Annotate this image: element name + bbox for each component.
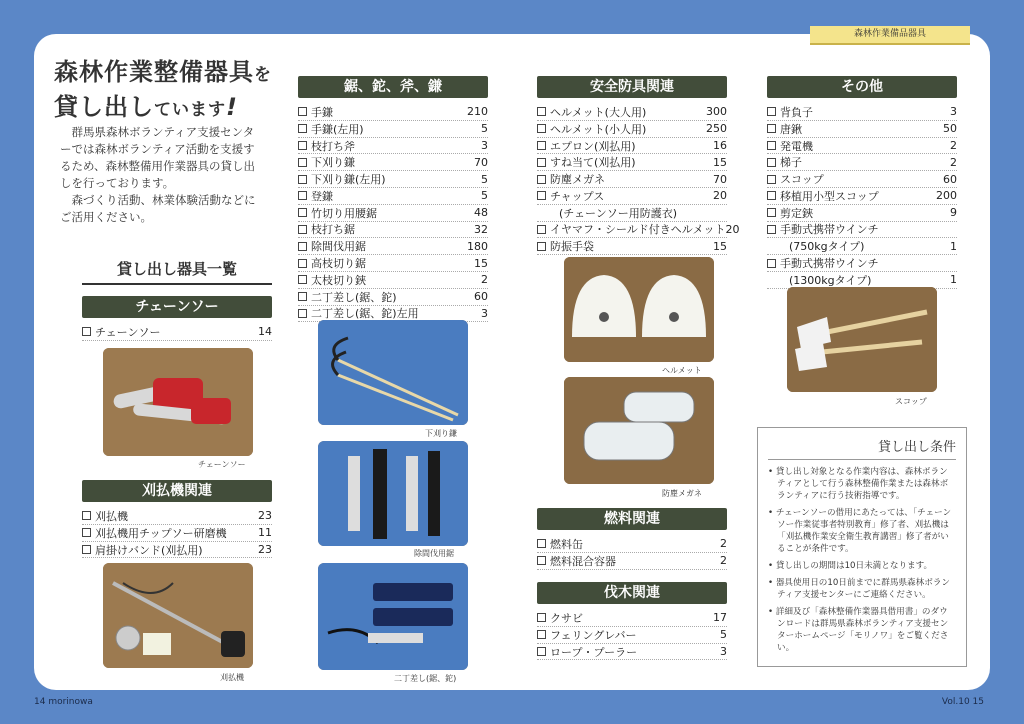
checkbox-icon bbox=[82, 528, 91, 537]
checkbox-icon bbox=[537, 613, 546, 622]
checkbox-icon bbox=[537, 225, 546, 234]
checkbox-icon bbox=[298, 242, 307, 251]
item-name-cell bbox=[298, 205, 377, 221]
checkbox-icon bbox=[537, 556, 546, 565]
item-name: 肩掛けバンド(刈払用) bbox=[95, 543, 203, 557]
item-name: クサビ bbox=[550, 611, 583, 625]
checkbox-icon bbox=[537, 539, 546, 548]
condition-item: • 貸し出しの期間は10日未満となります。 bbox=[768, 560, 956, 572]
checkbox-icon bbox=[767, 175, 776, 184]
section-header: 燃料関連 bbox=[537, 508, 727, 530]
checkbox-icon bbox=[537, 175, 546, 184]
header-tag: 森林作業備品器具 bbox=[810, 26, 970, 45]
item-row bbox=[537, 205, 727, 222]
checkbox-icon bbox=[537, 242, 546, 251]
section-header: チェーンソー bbox=[82, 296, 272, 318]
item-name-cell bbox=[767, 171, 824, 187]
item-row bbox=[298, 104, 488, 121]
checkbox-icon bbox=[767, 225, 776, 234]
item-row bbox=[82, 542, 272, 559]
item-name: 刈払機用チップソー研磨機 bbox=[95, 526, 227, 540]
item-row bbox=[298, 222, 488, 239]
helmet-caption: ヘルメット bbox=[662, 366, 702, 375]
item-name-cell bbox=[82, 542, 203, 558]
intro-paragraph-1: 群馬県森林ボランティア支援センターでは森林ボランティア活動を支援するため、森林整備用作業器具の貸し出しを行っております。 bbox=[60, 125, 256, 190]
item-name: 背負子 bbox=[780, 105, 813, 119]
section-header: 鋸、鉈、斧、鎌 bbox=[298, 76, 488, 98]
item-quantity: 180 bbox=[467, 239, 488, 253]
item-quantity: 60 bbox=[474, 290, 488, 304]
checkbox-icon bbox=[767, 208, 776, 217]
item-row bbox=[82, 508, 272, 525]
thinning-saw-illustration bbox=[318, 441, 468, 546]
item-name: 防振手袋 bbox=[550, 240, 594, 254]
item-quantity: 70 bbox=[713, 172, 727, 186]
item-row bbox=[537, 238, 727, 255]
item-quantity: 48 bbox=[474, 206, 488, 220]
item-name-cell bbox=[767, 154, 802, 170]
item-quantity: 9 bbox=[950, 206, 957, 220]
section-header: 伐木関連 bbox=[537, 582, 727, 604]
conditions-list bbox=[768, 466, 956, 654]
intro-text bbox=[60, 124, 265, 226]
item-name-cell bbox=[767, 272, 871, 288]
item-quantity: 2 bbox=[950, 138, 957, 152]
checkbox-icon bbox=[537, 647, 546, 656]
checkbox-icon bbox=[298, 158, 307, 167]
item-name: 除間伐用鋸 bbox=[311, 240, 366, 254]
item-name-cell bbox=[537, 205, 677, 221]
item-quantity: 1 bbox=[950, 273, 957, 287]
sickle-caption: 下刈り鎌 bbox=[425, 429, 457, 438]
item-name-cell bbox=[82, 525, 227, 541]
checkbox-icon bbox=[537, 630, 546, 639]
item-list bbox=[537, 104, 740, 255]
condition-item: • 詳細及び「森林整備作業器具借用書」のダウンロードは群馬県森林ボランティア支援センターホームページ「モリノワ」をご覧ください。 bbox=[768, 606, 956, 654]
item-quantity: 20 bbox=[725, 222, 740, 236]
item-name-cell bbox=[298, 289, 397, 305]
item-name-cell bbox=[537, 138, 636, 154]
item-name: 高枝切り鋸 bbox=[311, 257, 366, 271]
goggles-caption: 防塵メガネ bbox=[662, 489, 702, 498]
item-name-cell bbox=[82, 508, 128, 524]
item-name: 刈払機 bbox=[95, 509, 128, 523]
shovel-caption: スコップ bbox=[895, 397, 927, 406]
title-line1: 森林作業整備器具 bbox=[54, 58, 254, 86]
item-name-cell bbox=[537, 154, 636, 170]
item-name: ロープ・プーラー bbox=[550, 645, 638, 659]
item-name-cell bbox=[298, 272, 366, 288]
helmet-photo bbox=[564, 257, 714, 362]
brushcutter-caption: 刈払機 bbox=[220, 673, 244, 682]
item-list bbox=[767, 104, 957, 289]
title-line1-suffix: を bbox=[254, 65, 272, 85]
item-row bbox=[537, 154, 727, 171]
chainsaw-photo bbox=[103, 348, 253, 456]
item-quantity: 15 bbox=[713, 155, 727, 169]
item-name: 防塵メガネ bbox=[550, 173, 605, 187]
item-row bbox=[298, 138, 488, 155]
section-fuel bbox=[537, 508, 727, 570]
item-name-cell bbox=[537, 553, 616, 569]
item-name: 下刈り鎌 bbox=[311, 156, 355, 170]
item-name-cell bbox=[298, 154, 355, 170]
item-name-cell bbox=[767, 104, 813, 120]
item-row bbox=[537, 610, 727, 627]
item-list bbox=[537, 536, 727, 570]
chainsaw-illustration bbox=[103, 348, 253, 456]
item-quantity: 60 bbox=[943, 172, 957, 186]
item-quantity: 300 bbox=[706, 105, 727, 119]
item-row bbox=[767, 171, 957, 188]
item-name: すね当て(刈払用) bbox=[550, 156, 636, 170]
checkbox-icon bbox=[298, 124, 307, 133]
item-name-cell bbox=[767, 205, 813, 221]
item-name-cell bbox=[537, 188, 604, 204]
item-name: 唐鍬 bbox=[780, 122, 802, 136]
item-quantity: 5 bbox=[481, 122, 488, 136]
brushcutter-photo bbox=[103, 563, 253, 668]
item-list bbox=[82, 324, 272, 341]
item-name-cell bbox=[767, 188, 879, 204]
checkbox-icon bbox=[767, 259, 776, 268]
item-name-cell bbox=[298, 104, 333, 120]
checkbox-icon bbox=[537, 191, 546, 200]
footer-right: Vol.10 15 bbox=[941, 697, 984, 707]
item-quantity: 23 bbox=[258, 542, 272, 556]
item-name-cell bbox=[537, 610, 583, 626]
item-quantity: 1 bbox=[950, 239, 957, 253]
item-row bbox=[537, 627, 727, 644]
checkbox-icon bbox=[298, 141, 307, 150]
list-title: 貸し出し器具一覧 bbox=[82, 258, 272, 285]
item-row bbox=[537, 121, 727, 138]
checkbox-icon bbox=[537, 158, 546, 167]
title-mark: ! bbox=[226, 93, 238, 121]
item-name-cell bbox=[537, 121, 646, 137]
item-row bbox=[298, 238, 488, 255]
item-quantity: 15 bbox=[713, 239, 727, 253]
item-name: チェーンソー bbox=[95, 325, 161, 339]
item-row bbox=[298, 272, 488, 289]
item-quantity: 20 bbox=[713, 189, 727, 203]
item-name-cell bbox=[767, 238, 864, 254]
item-quantity: 200 bbox=[936, 189, 957, 203]
item-row bbox=[298, 154, 488, 171]
page-title bbox=[54, 56, 272, 126]
condition-item: • チェーンソーの借用にあたっては、「チェーンソー作業従事者特別教育」修了者、刈払機は「刈払機作業安全衛生教育講習」修了者がいることが条件です。 bbox=[768, 507, 956, 555]
item-name-cell bbox=[537, 644, 637, 660]
goggles-illustration bbox=[564, 377, 714, 484]
item-name: スコップ bbox=[780, 173, 824, 187]
rental-conditions bbox=[757, 427, 967, 667]
item-name-cell bbox=[298, 138, 355, 154]
item-name: 枝打ち斧 bbox=[311, 139, 355, 153]
item-name-cell bbox=[82, 324, 160, 340]
item-name: (チェーンソー用防護衣) bbox=[559, 206, 678, 220]
intro-paragraph-2: 森づくり活動、林業体験活動などにご活用ください。 bbox=[60, 193, 256, 224]
checkbox-icon bbox=[82, 511, 91, 520]
section-other bbox=[767, 76, 957, 289]
item-quantity: 2 bbox=[720, 537, 727, 551]
item-name: 発電機 bbox=[780, 139, 813, 153]
item-row bbox=[82, 525, 272, 542]
item-quantity: 2 bbox=[950, 155, 957, 169]
item-name-cell bbox=[537, 536, 583, 552]
item-row bbox=[767, 154, 957, 171]
section-header: 安全防具関連 bbox=[537, 76, 727, 98]
item-row bbox=[767, 188, 957, 205]
section-header: その他 bbox=[767, 76, 957, 98]
item-name-cell bbox=[537, 238, 594, 254]
checkbox-icon bbox=[298, 175, 307, 184]
item-quantity: 5 bbox=[720, 628, 727, 642]
section-chainsaw bbox=[82, 296, 272, 341]
item-name-cell bbox=[537, 627, 636, 643]
item-name-cell bbox=[537, 221, 725, 237]
item-name-cell bbox=[298, 255, 366, 271]
checkbox-icon bbox=[298, 208, 307, 217]
item-row bbox=[537, 222, 740, 239]
item-name: 下刈り鎌(左用) bbox=[311, 173, 386, 187]
item-quantity: 50 bbox=[943, 122, 957, 136]
item-name: 手鎌 bbox=[311, 105, 333, 119]
sickle-illustration bbox=[318, 320, 468, 425]
item-row bbox=[767, 138, 957, 155]
item-name: フェリングレバー bbox=[550, 628, 637, 642]
item-name: 手動式携帯ウインチ bbox=[780, 257, 879, 271]
conditions-title: 貸し出し条件 bbox=[768, 436, 956, 460]
item-row bbox=[537, 536, 727, 553]
item-name: 剪定鋏 bbox=[780, 206, 813, 220]
item-name-cell bbox=[298, 238, 366, 254]
checkbox-icon bbox=[82, 545, 91, 554]
checkbox-icon bbox=[767, 124, 776, 133]
item-row bbox=[767, 104, 957, 121]
item-row bbox=[537, 644, 727, 661]
item-row bbox=[767, 205, 957, 222]
item-name: エプロン(刈払用) bbox=[550, 139, 636, 153]
item-row bbox=[298, 289, 488, 306]
item-quantity: 250 bbox=[706, 122, 727, 136]
checkbox-icon bbox=[82, 327, 91, 336]
nichozashi-illustration bbox=[318, 563, 468, 670]
item-quantity: 70 bbox=[474, 155, 488, 169]
item-name: 登鎌 bbox=[311, 189, 333, 203]
item-list bbox=[82, 508, 272, 558]
item-quantity: 14 bbox=[258, 325, 272, 339]
section-brushcutter bbox=[82, 480, 272, 558]
item-row bbox=[537, 188, 727, 205]
item-name: ヘルメット(小人用) bbox=[550, 122, 647, 136]
helmet-illustration bbox=[564, 257, 714, 362]
item-quantity: 11 bbox=[258, 526, 272, 540]
nichozashi-photo bbox=[318, 563, 468, 670]
item-row bbox=[298, 121, 488, 138]
checkbox-icon bbox=[298, 275, 307, 284]
shovel-illustration bbox=[787, 287, 937, 392]
item-name-cell bbox=[767, 138, 813, 154]
item-name-cell bbox=[298, 188, 333, 204]
item-quantity: 23 bbox=[258, 509, 272, 523]
section-safety bbox=[537, 76, 740, 255]
item-name: ヘルメット(大人用) bbox=[550, 105, 647, 119]
brushcutter-illustration bbox=[103, 563, 253, 668]
item-row bbox=[767, 222, 957, 239]
checkbox-icon bbox=[298, 309, 307, 318]
item-row bbox=[767, 255, 957, 272]
item-row bbox=[298, 205, 488, 222]
condition-item: • 貸し出し対象となる作業内容は、森林ボランティアとして行う森林整備作業または森林ボランティアに行う技術指導です。 bbox=[768, 466, 956, 502]
item-row bbox=[767, 121, 957, 138]
item-row bbox=[298, 255, 488, 272]
checkbox-icon bbox=[298, 107, 307, 116]
item-row bbox=[298, 188, 488, 205]
item-list bbox=[537, 610, 727, 660]
item-quantity: 5 bbox=[481, 172, 488, 186]
condition-item: • 器具使用日の10日前までに群馬県森林ボランティア支援センターにご連絡ください。 bbox=[768, 577, 956, 601]
item-name-cell bbox=[537, 104, 646, 120]
item-name: 手動式携帯ウインチ bbox=[780, 223, 879, 237]
item-row bbox=[537, 138, 727, 155]
item-name: 梯子 bbox=[780, 156, 802, 170]
chainsaw-caption: チェーンソー bbox=[198, 460, 246, 469]
item-name: 二丁差し(鋸、鉈) bbox=[311, 290, 397, 304]
item-row bbox=[82, 324, 272, 341]
checkbox-icon bbox=[537, 141, 546, 150]
item-quantity: 5 bbox=[481, 189, 488, 203]
item-row bbox=[537, 171, 727, 188]
item-name-cell bbox=[537, 171, 605, 187]
item-name: イヤマフ・シールド付きヘルメット bbox=[550, 223, 726, 237]
item-quantity: 32 bbox=[474, 222, 488, 236]
nichozashi-caption: 二丁差し(鋸、鉈) bbox=[394, 674, 457, 683]
item-row bbox=[537, 104, 727, 121]
item-quantity: 17 bbox=[713, 611, 727, 625]
item-name: (750kgタイプ) bbox=[789, 240, 865, 254]
item-name-cell bbox=[298, 171, 386, 187]
item-name: 手鎌(左用) bbox=[311, 122, 364, 136]
thinning-saw-photo bbox=[318, 441, 468, 546]
item-quantity: 3 bbox=[481, 306, 488, 320]
footer-left: 14 morinowa bbox=[34, 697, 93, 707]
checkbox-icon bbox=[537, 124, 546, 133]
item-name: チャップス bbox=[550, 189, 605, 203]
section-header: 刈払機関連 bbox=[82, 480, 272, 502]
item-quantity: 3 bbox=[950, 105, 957, 119]
item-quantity: 3 bbox=[481, 138, 488, 152]
item-name: 枝打ち鋸 bbox=[311, 223, 355, 237]
section-saw bbox=[298, 76, 488, 322]
item-list bbox=[298, 104, 488, 322]
checkbox-icon bbox=[298, 191, 307, 200]
checkbox-icon bbox=[767, 141, 776, 150]
item-row bbox=[767, 238, 957, 255]
item-name-cell bbox=[767, 255, 879, 271]
item-quantity: 3 bbox=[720, 644, 727, 658]
checkbox-icon bbox=[298, 225, 307, 234]
checkbox-icon bbox=[767, 158, 776, 167]
checkbox-icon bbox=[537, 107, 546, 116]
item-quantity: 2 bbox=[720, 554, 727, 568]
goggles-photo bbox=[564, 377, 714, 484]
checkbox-icon bbox=[298, 259, 307, 268]
title-line2-suffix: ています bbox=[154, 100, 226, 120]
checkbox-icon bbox=[298, 292, 307, 301]
thinning-saw-caption: 除間伐用鋸 bbox=[414, 549, 454, 558]
item-name: 燃料缶 bbox=[550, 537, 583, 551]
section-felling bbox=[537, 582, 727, 660]
title-line2: 貸し出し bbox=[54, 93, 154, 121]
item-name-cell bbox=[298, 121, 364, 137]
item-quantity: 2 bbox=[481, 273, 488, 287]
checkbox-icon bbox=[767, 107, 776, 116]
item-name-cell bbox=[298, 221, 355, 237]
item-name: 二丁差し(鋸、鉈)左用 bbox=[311, 307, 419, 321]
sickle-photo bbox=[318, 320, 468, 425]
item-quantity: 210 bbox=[467, 105, 488, 119]
item-name: 竹切り用腰鋸 bbox=[311, 206, 377, 220]
shovel-photo bbox=[787, 287, 937, 392]
item-quantity: 15 bbox=[474, 256, 488, 270]
item-name: (1300kgタイプ) bbox=[789, 273, 872, 287]
item-name-cell bbox=[767, 121, 802, 137]
item-name: 移植用小型スコップ bbox=[780, 189, 879, 203]
item-name-cell bbox=[767, 221, 879, 237]
item-name: 太枝切り鋏 bbox=[311, 273, 366, 287]
checkbox-icon bbox=[767, 191, 776, 200]
item-quantity: 16 bbox=[713, 138, 727, 152]
item-row bbox=[537, 553, 727, 570]
item-row bbox=[298, 171, 488, 188]
item-name: 燃料混合容器 bbox=[550, 554, 616, 568]
